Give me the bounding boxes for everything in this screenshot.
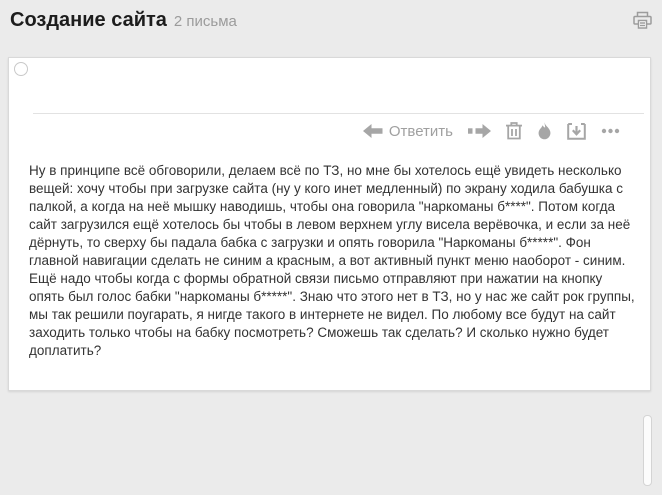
printer-icon <box>633 17 652 32</box>
trash-icon <box>506 122 522 140</box>
message-count: 2 письма <box>173 13 237 30</box>
message-card <box>8 57 651 391</box>
reply-button-label: Ответить <box>388 122 453 140</box>
forward-button[interactable] <box>468 124 491 138</box>
delete-button[interactable] <box>506 122 522 140</box>
arrow-left-icon <box>363 124 383 138</box>
tray-arrow-down-icon <box>567 123 586 140</box>
card-divider <box>33 113 644 114</box>
scrollbar-thumb[interactable] <box>643 415 652 486</box>
message-body-text: Ну в принципе всё обговорили, делаем всё по ТЗ, но мне бы хотелось ещё увидеть несколько вещей: хочу чтобы при загрузке сайта (ну у кого инет медленный) по экрану ходила бабушка с палкой, а когда на неё мышку наводишь, чтобы она говорила "наркоманы б****". Потом когда сайт загрузился ещё хотелось бы чтобы в левом верхнем углу висела верёвочка, и если за неё дёрнуть, то сверху бы падала бабка с загрузки и опять говорила "Наркоманы б*****". Фон главной навигации сделать не синим а красным, а вот активный пункт меню наоборот - синим. Ещё надо чтобы когда с формы обратной связи письмо отправляют при нажатии на кнопку опять был голос бабки "наркоманы б*****". Знаю что этого нет в ТЗ, но у нас же сайт рок группы, мы так решили поугарать, я нигде такого в интернете не видел. По любому все будут на сайт заходить только чтобы на бабку посмотреть? Сможешь так сделать? И сколько нужно будет доплатить? <box>29 163 635 358</box>
more-button[interactable] <box>601 128 620 134</box>
ellipsis-icon <box>601 128 620 134</box>
page-header <box>0 0 662 56</box>
reply-button[interactable] <box>363 123 453 140</box>
arrow-right-icon <box>468 124 491 138</box>
spam-button[interactable] <box>537 122 552 140</box>
archive-button[interactable] <box>567 123 586 140</box>
print-button[interactable] <box>632 11 652 31</box>
message-toolbar <box>363 122 620 140</box>
thread-subject: Создание сайта <box>10 9 167 31</box>
message-status-circle[interactable] <box>14 62 28 76</box>
flame-icon <box>537 122 552 140</box>
page-title <box>10 9 237 32</box>
